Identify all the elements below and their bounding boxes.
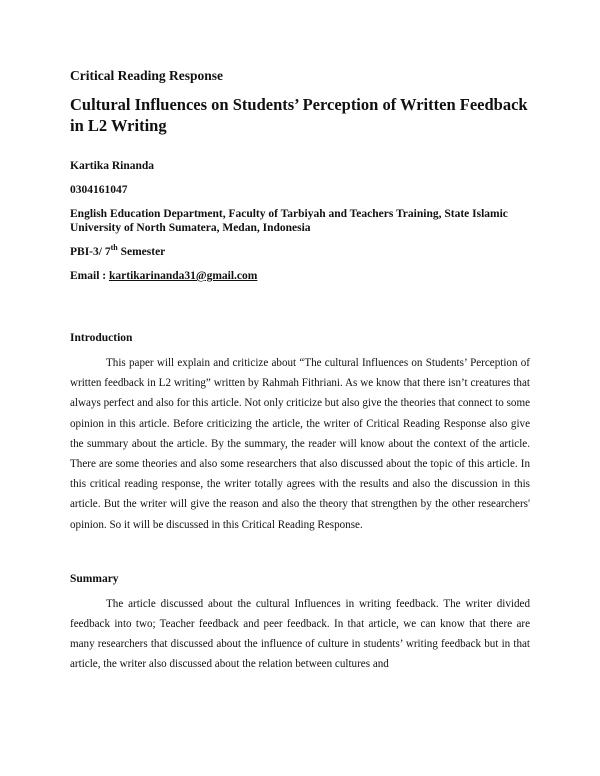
- author-name: Kartika Rinanda: [70, 160, 155, 172]
- introduction-paragraph: This paper will explain and criticize about “The cultural Influences on Students’ Perception of written feedback in L2 writing” written by Rahmah Fithriani. As we know that there isn’t creatures that always perfect and also for this article. Not only criticize but also give the theories that connect to some opinion in this article. Before criticizing the article, the writer of Critical Reading Response also give the summary about the article. By the summary, the reader will know about the context of the article. There are some theories and also some researchers that also discussed about the topic of this article. In this critical reading response, the writer totally agrees with the results and also the discussion in this article. But the writer will give the reason and also the theory that strengthen by the other researchers' opinion. So it will be discussed in this Critical Reading Response.: [70, 357, 530, 531]
- class-suffix: Semester: [117, 246, 166, 258]
- class-prefix: PBI-3/ 7: [70, 246, 111, 258]
- introduction-heading: Introduction: [70, 332, 133, 344]
- document-type-label: Critical Reading Response: [70, 68, 223, 83]
- email-label: Email :: [70, 270, 109, 282]
- email-link[interactable]: kartikarinanda31@gmail.com: [108, 270, 258, 282]
- affiliation: English Education Department, Faculty of Tarbiyah and Teachers Training, State Islamic University of North Sumatera, Medan, Indonesia: [70, 208, 508, 234]
- class-superscript: th: [110, 243, 118, 253]
- summary-paragraph: The article discussed about the cultural Influences in writing feedback. The writer divided feedback into two; Teacher feedback and peer feedback. In that article, we can know that there are many researchers that discussed about the influence of culture in students’ writing feedback but in that article, the writer also discussed about the relation between cultures and: [70, 597, 530, 671]
- summary-heading: Summary: [70, 572, 119, 585]
- document-page: [70, 66, 530, 675]
- author-info: [70, 159, 530, 283]
- student-id: 0304161047: [70, 184, 128, 196]
- document-title: Cultural Influences on Students’ Perception of Written Feedback in L2 Writing: [70, 95, 528, 135]
- class-semester: [70, 245, 530, 259]
- email-line: [70, 269, 530, 283]
